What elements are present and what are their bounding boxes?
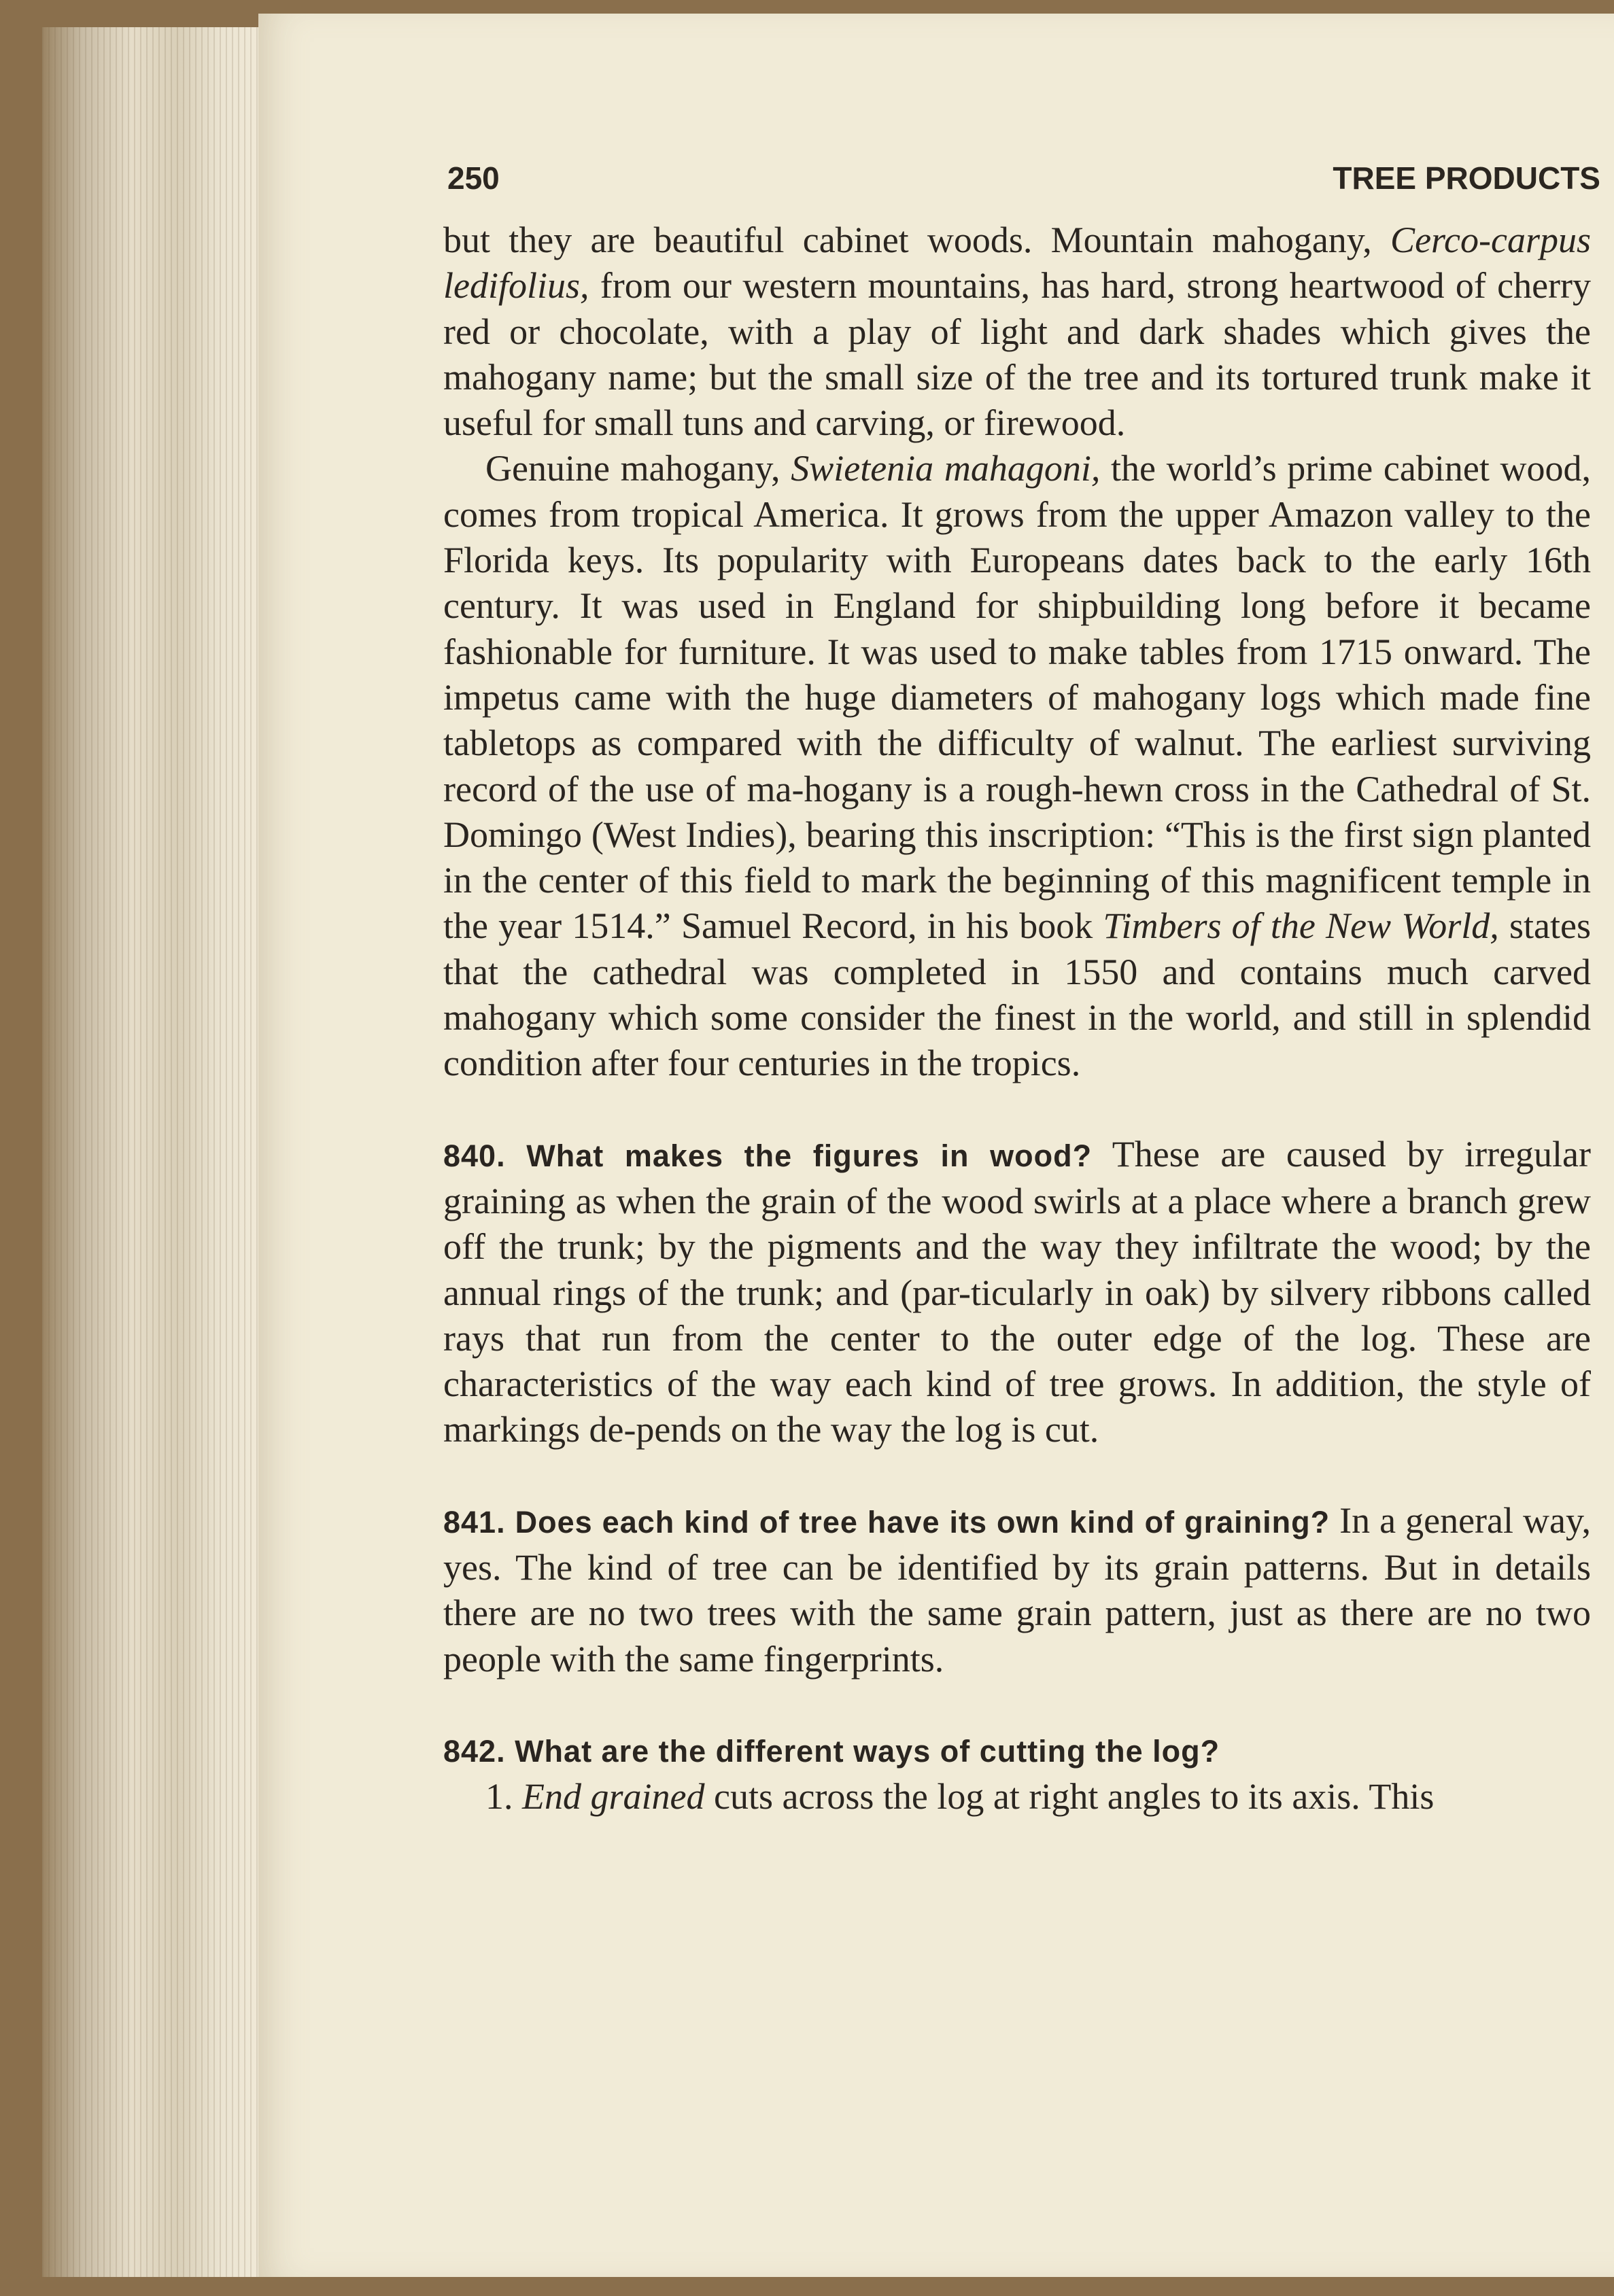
body-text	[443, 218, 1591, 1820]
question-heading: 841. Does each kind of tree have its own kind of graining?	[443, 1504, 1330, 1540]
running-header	[447, 151, 1600, 205]
question-840	[443, 1132, 1591, 1453]
question-841	[443, 1498, 1591, 1682]
answer-text: In a general way, yes. The kind of tree can be identified by its grain patterns. But in details there are no two trees with the same grain pattern, just as there are no two people with the same fingerprints.	[443, 1499, 1591, 1680]
book-title: Timbers of the New World,	[1103, 905, 1499, 947]
text-run: the world’s prime cabinet wood, comes from tropical America. It grows from the upper Amazon valley to the Florida keys. Its popularity with Europeans dates back to the early 16th century. It was used in England for shipbuilding long before it became fashionable for furniture. It was used to make tables from 1715 onward. The impetus came with the huge diameters of mahogany logs which made fine tabletops as compared with the difficulty of walnut. The earliest surviving record of the use of ma-hogany is a rough-hewn cross in the Cathedral of St. Domingo (West Indies), bearing this inscription: “This is the first sign planted in the center of this field to mark the beginning of this magnificent temple in the year 1514.” Samuel Record, in his book	[443, 448, 1591, 947]
book-page-edges	[42, 27, 267, 2277]
species-name: Cerco-carpus ledifolius,	[443, 220, 1591, 307]
term: End grained	[522, 1776, 705, 1817]
text-run: but they are beautiful cabinet woods. Mountain mahogany,	[443, 220, 1391, 260]
answer-text: These are caused by irregular graining as when the grain of the wood swirls at a place where a branch grew off the trunk; by the pigments and the way they infiltrate the wood; by the annual rings of the trunk; and (par-ticularly in oak) by silvery ribbons called rays that run from the center to the outer edge of the log. These are characteristics of the way each kind of tree grows. In addition, the style of markings de-pends on the way the log is cut.	[443, 1133, 1591, 1450]
text-run: from our western mountains, has hard, strong heartwood of cherry red or chocolate, with a play of light and dark shades which gives the mahogany name; but the small size of the tree and its tortured trunk make it useful for small tuns and carving, or firewood.	[443, 265, 1591, 444]
page-number: 250	[447, 160, 500, 196]
book-page	[258, 14, 1614, 2277]
running-title: TREE PRODUCTS	[1333, 160, 1600, 196]
question-842	[443, 1727, 1591, 1774]
item-text: cuts across the log at right angles to its axis. This	[704, 1776, 1435, 1817]
text-run: states that the cathedral was completed in 1550 and contains much carved mahogany which some consider the finest in the world, and still in splendid condition after four centuries in the tropics.	[443, 905, 1591, 1084]
question-heading: 840. What makes the figures in wood?	[443, 1138, 1093, 1173]
item-number: 1.	[485, 1776, 522, 1817]
species-name: Swietenia mahagoni,	[791, 448, 1101, 489]
paragraph-continuation	[443, 218, 1591, 446]
text-run: Genuine mahogany,	[485, 448, 791, 489]
paragraph-genuine-mahogany	[443, 446, 1591, 1086]
list-item-end-grained	[443, 1774, 1591, 1820]
question-heading: 842. What are the different ways of cutting the log?	[443, 1733, 1220, 1769]
